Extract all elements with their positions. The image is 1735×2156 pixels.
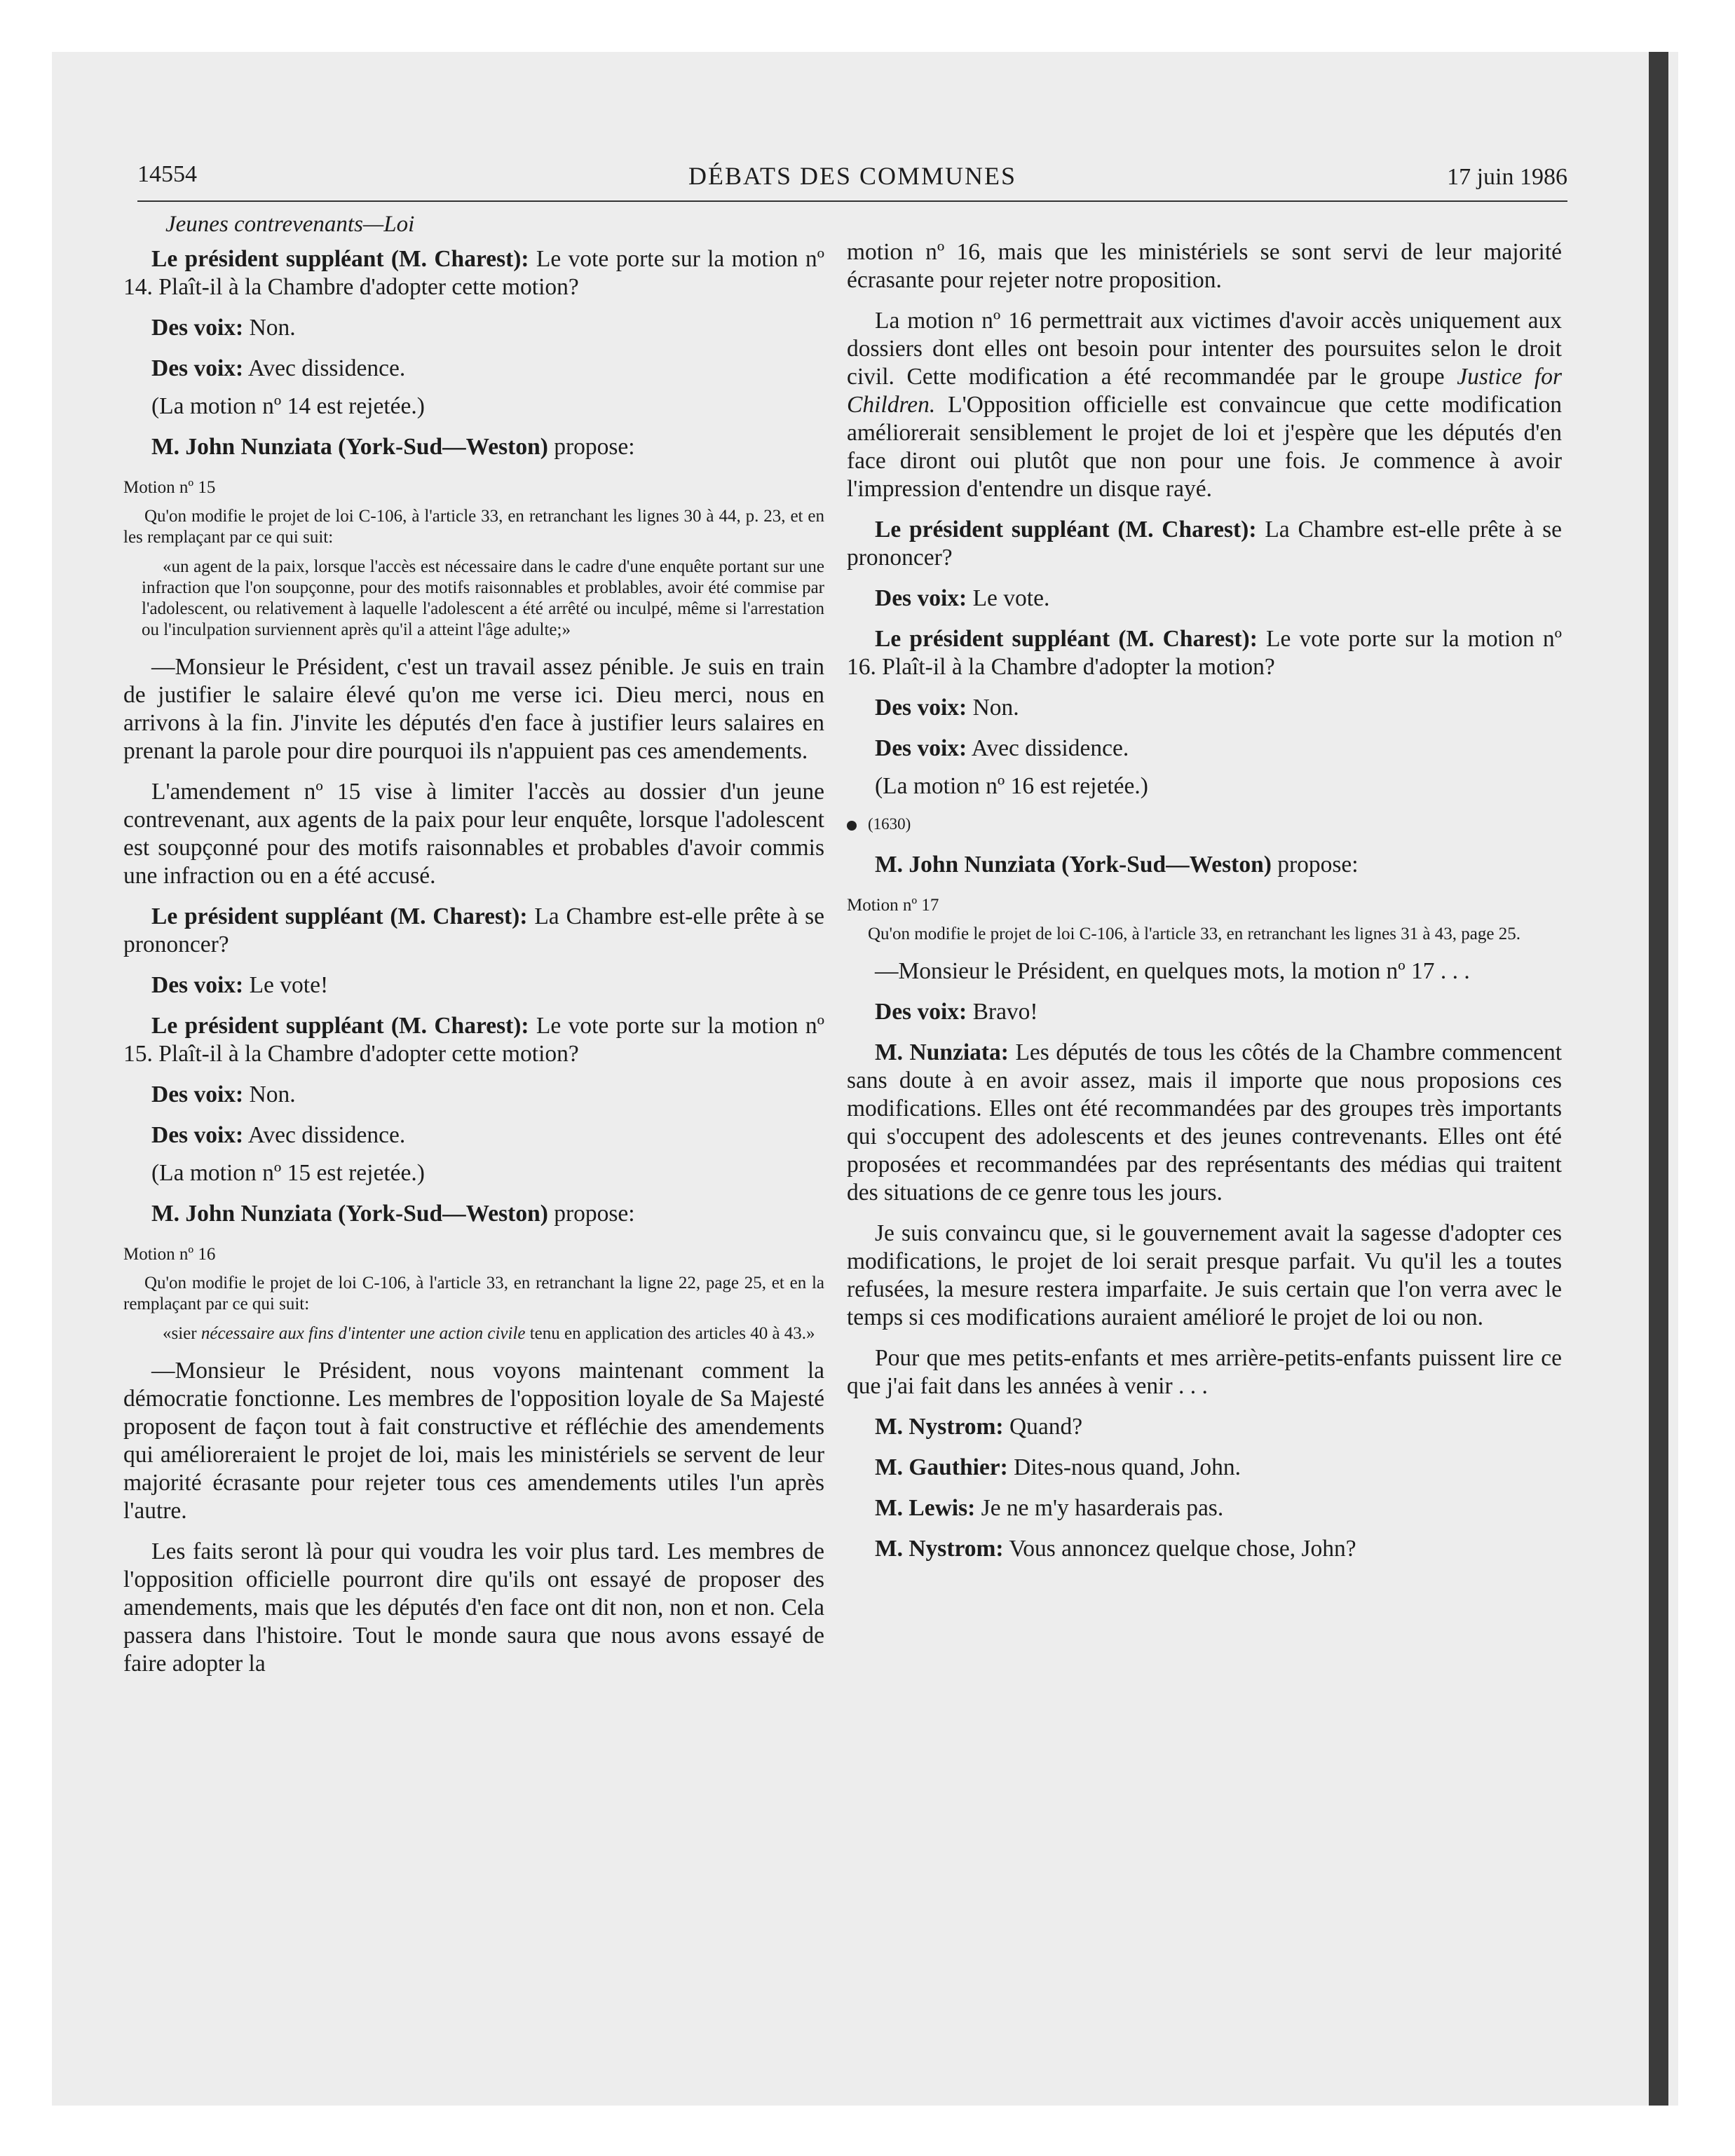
speech-text: propose: — [547, 434, 635, 460]
paragraph: Je suis convaincu que, si le gouvernement avait la sagesse d'adopter ces modifications, le projet de loi serait presque parfait. Vu qu'il les a toutes refusées, la mesure restera imparfaite. Je suis certain que l'on verra avec le temps si ces modifications auraient amélioré le projet de loi ou non. — [847, 1220, 1562, 1330]
speech — [123, 1200, 824, 1228]
speech-text: propose: — [547, 1201, 635, 1227]
speaker: Le président suppléant (M. Charest): — [875, 517, 1257, 543]
group-name: Justice for Children. — [847, 364, 1562, 418]
speech-text: Non. — [243, 315, 296, 341]
speaker: M. Nystrom: — [875, 1414, 1004, 1440]
bullet-icon — [847, 821, 857, 831]
speaker: Des voix: — [875, 999, 967, 1025]
speech — [847, 694, 1562, 722]
speech-text: La Chambre est-elle prête à se prononcer? — [123, 903, 824, 957]
speech — [123, 1012, 824, 1068]
motion-quote — [142, 1323, 824, 1344]
speech — [123, 971, 824, 999]
speaker: Des voix: — [151, 1122, 244, 1148]
speech — [847, 735, 1562, 763]
speaker: Des voix: — [151, 355, 244, 381]
speech — [847, 585, 1562, 613]
paragraph: —Monsieur le Président, nous voyons maintenant comment la démocratie fonctionne. Les membres de l'opposition loyale de Sa Majesté proposent de façon tout à fait constructive et réfléchie des amendements qui amélioreraient le projet de loi, mais les ministériels se servent de leur majorité écrasante pour rejeter tous ces amendements utiles l'un après l'autre. — [123, 1358, 824, 1524]
speech — [847, 1413, 1562, 1441]
page-header — [137, 161, 1567, 202]
speech — [847, 998, 1562, 1026]
speech — [123, 245, 824, 301]
speaker: M. Nunziata: — [875, 1039, 1009, 1065]
speech-text: Je ne m'y hasarderais pas. — [975, 1495, 1224, 1521]
speech — [847, 1494, 1562, 1522]
speech-text: Le vote porte sur la motion nº 14. Plaît-il à la Chambre d'adopter cette motion? — [123, 246, 824, 300]
speech-text: Avec dissidence. — [243, 1122, 406, 1148]
speech — [847, 851, 1562, 879]
quote-text: «sier — [163, 1324, 201, 1343]
left-column — [123, 210, 824, 1678]
speech-text: Le vote porte sur la motion nº 16. Plaît-il à la Chambre d'adopter la motion? — [847, 626, 1562, 680]
speech-text: Avec dissidence. — [967, 735, 1129, 761]
speech — [123, 355, 824, 383]
timestamp — [847, 810, 1562, 838]
paragraph: Pour que mes petits-enfants et mes arrière-petits-enfants puissent lire ce que j'ai fait dans les années à venir . . . — [847, 1345, 1562, 1399]
motion-label: Motion nº 15 — [123, 478, 216, 497]
paragraph-text: L'Opposition officielle est convaincue que cette modification améliorerait sensiblement le projet de loi et j'espère que les députés d'en face diront oui plutôt que non pour une fois. Je commence à avoir l'impression d'entendre un disque rayé. — [847, 392, 1562, 502]
speech — [123, 433, 824, 461]
speaker: Des voix: — [151, 1082, 244, 1107]
speech-text: Le vote porte sur la motion nº 15. Plaît-il à la Chambre d'adopter cette motion? — [123, 1013, 824, 1067]
speaker: M. John Nunziata (York-Sud—Weston) — [151, 1201, 548, 1227]
speech-text: La Chambre est-elle prête à se prononcer? — [847, 517, 1562, 571]
speaker: Des voix: — [875, 695, 967, 721]
paragraph: L'amendement nº 15 vise à limiter l'accès au dossier d'un jeune contrevenant, aux agents de la paix pour leur enquête, lorsque l'adolescent est soupçonné pour des motifs raisonnables et probables d'avoir commis une infraction ou en a été accusé. — [123, 779, 824, 889]
speech — [123, 314, 824, 342]
motion-label: Motion nº 16 — [123, 1245, 216, 1264]
paragraph: —Monsieur le Président, c'est un travail assez pénible. Je suis en train de justifier le salaire élevé qu'on me verse ici. Dieu merci, nous en arrivons à la fin. J'invite les députés d'en face à justifier leurs salaires en prenant la parole pour dire pourquoi ils n'appuient pas ces amendements. — [123, 654, 824, 764]
speaker: Le président suppléant (M. Charest): — [151, 1013, 529, 1039]
quote-italic: nécessaire aux fins d'intenter une action civile — [200, 1324, 526, 1343]
speech — [847, 1039, 1562, 1207]
procedure-note: (La motion nº 16 est rejetée.) — [875, 773, 1148, 799]
paragraph: motion nº 16, mais que les ministériels se sont servi de leur majorité écrasante pour rejeter notre proposition. — [847, 239, 1562, 293]
speaker: Le président suppléant (M. Charest): — [875, 626, 1258, 652]
speaker: M. Gauthier: — [875, 1454, 1008, 1480]
paragraph: Les faits seront là pour qui voudra les voir plus tard. Les membres de l'opposition officielle pourront dire qu'ils ont essayé de proposer des amendements, mais que les députés d'en face ont dit non, non et non. Cela passera dans l'histoire. Tout le monde saura que nous avons essayé de faire adopter la — [123, 1538, 824, 1677]
speech-text: Vous annoncez quelque chose, John? — [1003, 1536, 1356, 1562]
quote-text: tenu en application des articles 40 à 43.» — [525, 1324, 815, 1343]
right-column — [847, 238, 1562, 1563]
speech-text: Dites-nous quand, John. — [1007, 1454, 1241, 1480]
speaker: Des voix: — [151, 972, 244, 998]
publication-title: DÉBATS DES COMMUNES — [688, 162, 1017, 190]
speaker: M. John Nunziata (York-Sud—Weston) — [151, 434, 548, 460]
speaker: M. John Nunziata (York-Sud—Weston) — [875, 852, 1272, 878]
speaker: Des voix: — [875, 585, 967, 611]
speech-text: Quand? — [1003, 1414, 1083, 1440]
speech-text: Non. — [243, 1082, 296, 1107]
procedure-note: (La motion nº 15 est rejetée.) — [151, 1160, 425, 1186]
speech-text: Bravo! — [967, 999, 1038, 1025]
time-text: (1630) — [868, 815, 911, 833]
speech — [847, 1454, 1562, 1482]
motion-text: Qu'on modifie le projet de loi C-106, à l'article 33, en retranchant les lignes 30 à 44, p. 23, et en les remplaçant par ce qui suit: — [123, 507, 824, 547]
page-date: 17 juin 1986 — [1447, 164, 1567, 190]
motion-text: Qu'on modifie le projet de loi C-106, à l'article 33, en retranchant la ligne 22, page 25, et en la remplaçant par ce qui suit: — [123, 1274, 824, 1314]
speech — [123, 903, 824, 959]
paragraph-text: La motion nº 16 permettrait aux victimes d'avoir accès uniquement aux dossiers dont elles ont besoin pour intenter des poursuites selon le droit civil. Cette modification a été recommandée par le groupe — [847, 308, 1562, 390]
speech — [847, 625, 1562, 681]
speaker: Le président suppléant (M. Charest): — [151, 246, 529, 272]
topic-heading: Jeunes contrevenants—Loi — [165, 212, 415, 237]
speech-text: Avec dissidence. — [243, 355, 406, 381]
procedure-note: (La motion nº 14 est rejetée.) — [151, 393, 425, 419]
speech — [123, 1081, 824, 1109]
speaker: Le président suppléant (M. Charest): — [151, 903, 528, 929]
speaker: Des voix: — [875, 735, 967, 761]
speech — [847, 516, 1562, 572]
speech-text: Le vote! — [243, 972, 329, 998]
speech-text: Les députés de tous les côtés de la Chambre commencent sans doute à en avoir assez, mais il importe que nous proposions ces modifications. Elles ont été recommandées par des groupes très importants qui s'occupent des adolescents et des jeunes contrevenants. Elles ont été proposées et recommandées par des représentants des médias qui traitent des situations de ce genre tous les jours. — [847, 1039, 1562, 1206]
motion-label: Motion nº 17 — [847, 896, 939, 915]
speech — [123, 1121, 824, 1149]
paragraph — [847, 307, 1562, 503]
motion-text: Qu'on modifie le projet de loi C-106, à l'article 33, en retranchant les lignes 31 à 43, page 25. — [868, 925, 1520, 943]
binding-edge — [1649, 52, 1668, 2106]
speech-text: Le vote. — [967, 585, 1050, 611]
speaker: M. Lewis: — [875, 1495, 976, 1521]
speaker: M. Nystrom: — [875, 1536, 1004, 1562]
speech-text: Non. — [967, 695, 1019, 721]
paragraph: —Monsieur le Président, en quelques mots, la motion nº 17 . . . — [875, 958, 1470, 984]
speech — [847, 1535, 1562, 1563]
speech-text: propose: — [1271, 852, 1359, 878]
speaker: Des voix: — [151, 315, 244, 341]
motion-quote: «un agent de la paix, lorsque l'accès est nécessaire dans le cadre d'une enquête portant sur une infraction que l'on soupçonne, pour des motifs raisonnables et problables, avoir été commise par l'adolescent, ou relativement à laquelle l'adolescent a été arrêté ou inculpé, même si l'arrestation ou l'inculpation surviennent après qu'il a atteint l'âge adulte;» — [142, 557, 824, 639]
page-number: 14554 — [137, 161, 197, 187]
